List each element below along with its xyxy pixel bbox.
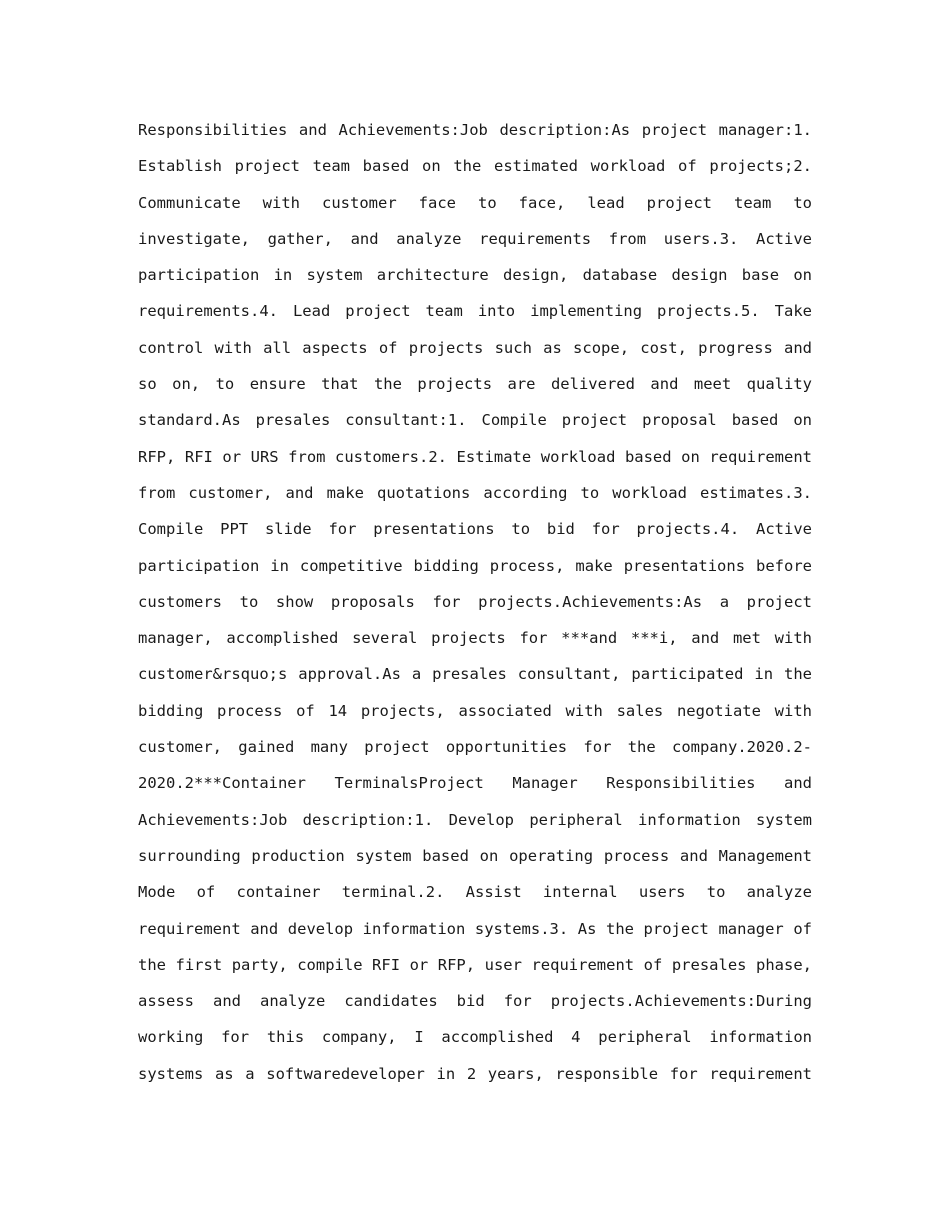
text-line: Compile PPT slide for presentations to bid for projects.4. Active <box>138 520 812 539</box>
text-line: so on, to ensure that the projects are delivered and meet quality <box>138 375 812 394</box>
text-line: customer&rsquo;s approval.As a presales consultant, participated in the <box>138 665 812 684</box>
text-line: manager, accomplished several projects for ***and ***i, and met with <box>138 629 812 648</box>
text-line: the first party, compile RFI or RFP, user requirement of presales phase, <box>138 955 812 974</box>
text-line: standard.As presales consultant:1. Compile project proposal based on <box>138 411 812 430</box>
text-line: Establish project team based on the estimated workload of projects;2. <box>138 157 812 176</box>
text-line: Communicate with customer face to face, lead project team to <box>138 193 812 212</box>
text-line: 2020.2***Container TerminalsProject Manager Responsibilities and <box>138 774 812 793</box>
text-line: participation in competitive bidding process, make presentations before <box>138 556 812 575</box>
text-line: from customer, and make quotations according to workload estimates.3. <box>138 483 812 502</box>
text-line: RFP, RFI or URS from customers.2. Estimate workload based on requirement <box>138 447 812 466</box>
text-line: Responsibilities and Achievements:Job description:As project manager:1. <box>138 121 812 139</box>
text-line: surrounding production system based on operating process and Management <box>138 846 812 865</box>
text-line: requirement and develop information systems.3. As the project manager of <box>138 919 812 938</box>
text-line: control with all aspects of projects such as scope, cost, progress and <box>138 338 812 357</box>
text-line: bidding process of 14 projects, associated with sales negotiate with <box>138 701 812 720</box>
body-paragraph <box>138 112 812 1092</box>
text-line: Achievements:Job description:1. Develop peripheral information system <box>138 810 812 829</box>
text-line: participation in system architecture design, database design base on <box>138 266 812 285</box>
text-line: working for this company, I accomplished 4 peripheral information <box>138 1028 812 1047</box>
text-line: systems as a softwaredeveloper in 2 years, responsible for requirement <box>138 1064 812 1083</box>
text-line: assess and analyze candidates bid for projects.Achievements:During <box>138 992 812 1011</box>
text-line: requirements.4. Lead project team into implementing projects.5. Take <box>138 302 812 321</box>
text-line: Mode of container terminal.2. Assist internal users to analyze <box>138 883 812 902</box>
text-line: investigate, gather, and analyze requirements from users.3. Active <box>138 229 812 248</box>
text-line: customers to show proposals for projects.Achievements:As a project <box>138 592 812 611</box>
text-line: customer, gained many project opportunities for the company.2020.2- <box>138 738 812 757</box>
